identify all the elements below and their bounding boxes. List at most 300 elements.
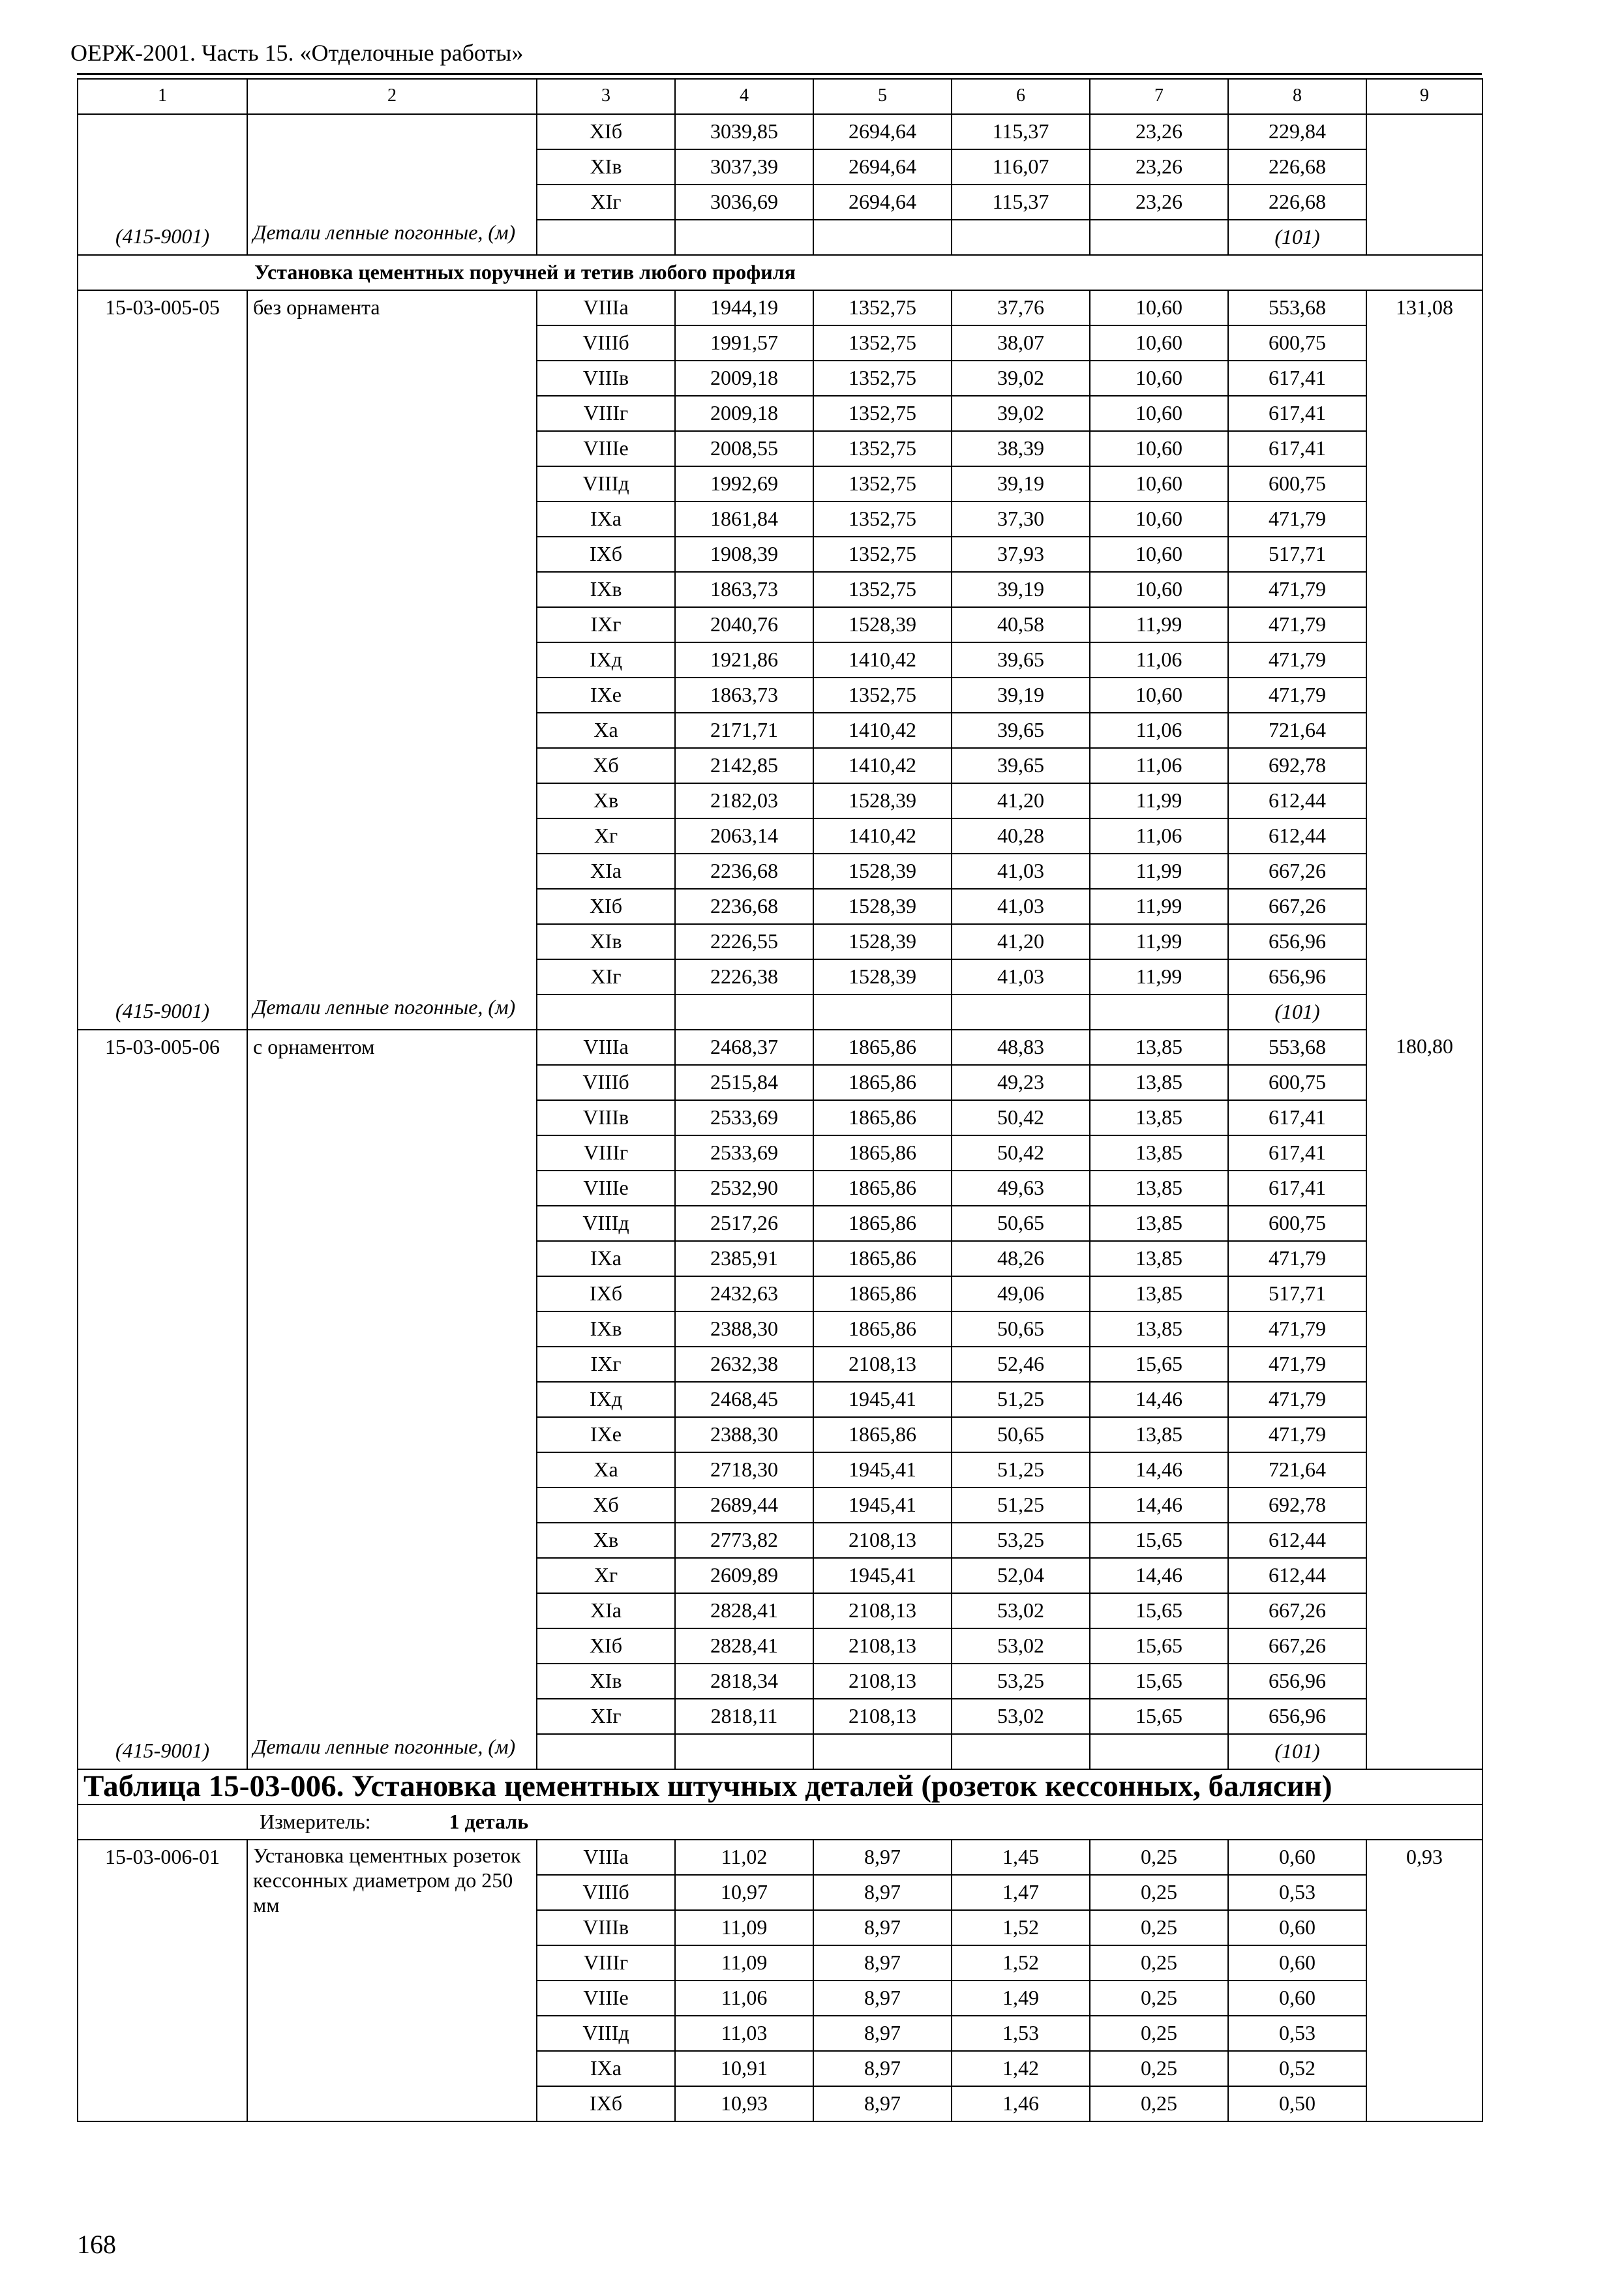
resource-qty: (101) <box>1228 995 1366 1030</box>
price-value: 0,60 <box>1228 1910 1366 1945</box>
price-value: 1865,86 <box>813 1241 952 1276</box>
price-value: 14,46 <box>1090 1382 1228 1417</box>
column-number: 6 <box>952 79 1090 114</box>
price-value: 40,28 <box>952 818 1090 854</box>
price-value: 1865,86 <box>813 1100 952 1135</box>
price-value: 11,99 <box>1090 959 1228 995</box>
price-value: 2388,30 <box>675 1417 813 1452</box>
price-value: 617,41 <box>1228 1171 1366 1206</box>
table-row <box>78 1840 1482 1875</box>
price-value: 1528,39 <box>813 959 952 995</box>
price-value: 1352,75 <box>813 537 952 572</box>
price-value: 1,42 <box>952 2051 1090 2086</box>
price-value: 39,02 <box>952 396 1090 431</box>
price-value: 50,42 <box>952 1100 1090 1135</box>
empty-cell <box>537 220 675 255</box>
price-value: 0,25 <box>1090 1910 1228 1945</box>
region-zone-code: Xг <box>537 818 675 854</box>
price-value: 1352,75 <box>813 361 952 396</box>
price-value: 1410,42 <box>813 748 952 783</box>
price-value: 721,64 <box>1228 713 1366 748</box>
price-value: 1352,75 <box>813 396 952 431</box>
price-value: 11,99 <box>1090 924 1228 959</box>
price-value: 2632,38 <box>675 1347 813 1382</box>
price-value: 11,99 <box>1090 854 1228 889</box>
meter-label: Измеритель: <box>260 1810 371 1833</box>
price-value: 115,37 <box>952 185 1090 220</box>
region-zone-code: Xа <box>537 1452 675 1488</box>
region-zone-code: XIг <box>537 185 675 220</box>
price-value: 2385,91 <box>675 1241 813 1276</box>
price-value: 10,97 <box>675 1875 813 1910</box>
price-value: 13,85 <box>1090 1135 1228 1171</box>
header-rule <box>77 73 1482 75</box>
price-value: 11,06 <box>1090 642 1228 678</box>
table-row <box>78 114 1482 149</box>
resource-name: Детали лепные погонные, (м) <box>247 220 537 255</box>
region-zone-code: IXв <box>537 572 675 607</box>
price-value: 8,97 <box>813 1910 952 1945</box>
column-9-value <box>1366 114 1482 255</box>
price-value: 23,26 <box>1090 185 1228 220</box>
price-value: 600,75 <box>1228 1065 1366 1100</box>
price-value: 1865,86 <box>813 1276 952 1311</box>
price-value: 2694,64 <box>813 114 952 149</box>
price-value: 617,41 <box>1228 396 1366 431</box>
price-value: 51,25 <box>952 1382 1090 1417</box>
price-value: 612,44 <box>1228 1558 1366 1593</box>
region-zone-code: IXд <box>537 1382 675 1417</box>
price-value: 49,06 <box>952 1276 1090 1311</box>
region-zone-code: VIIIб <box>537 1875 675 1910</box>
price-value: 49,23 <box>952 1065 1090 1100</box>
region-zone-code: VIIIд <box>537 466 675 501</box>
region-zone-code: IXв <box>537 1311 675 1347</box>
region-zone-code: IXб <box>537 1276 675 1311</box>
price-value: 1352,75 <box>813 501 952 537</box>
column-number-row <box>78 79 1482 114</box>
resource-qty: (101) <box>1228 220 1366 255</box>
price-value: 617,41 <box>1228 361 1366 396</box>
price-value: 2108,13 <box>813 1523 952 1558</box>
item-name: без орнамента <box>247 290 537 995</box>
price-value: 41,03 <box>952 889 1090 924</box>
price-value: 3036,69 <box>675 185 813 220</box>
region-zone-code: IXа <box>537 2051 675 2086</box>
price-value: 612,44 <box>1228 818 1366 854</box>
section-row <box>78 255 1482 290</box>
region-zone-code: VIIIд <box>537 2016 675 2051</box>
column-number: 2 <box>247 79 537 114</box>
price-value: 1865,86 <box>813 1030 952 1065</box>
price-value: 2515,84 <box>675 1065 813 1100</box>
price-value: 2142,85 <box>675 748 813 783</box>
price-value: 471,79 <box>1228 1347 1366 1382</box>
price-value: 1865,86 <box>813 1171 952 1206</box>
price-value: 471,79 <box>1228 1311 1366 1347</box>
price-value: 11,09 <box>675 1910 813 1945</box>
empty-cell <box>1090 995 1228 1030</box>
region-zone-code: IXе <box>537 678 675 713</box>
price-value: 49,63 <box>952 1171 1090 1206</box>
column-number: 3 <box>537 79 675 114</box>
region-zone-code: IXг <box>537 607 675 642</box>
price-value: 8,97 <box>813 2086 952 2121</box>
price-value: 2226,55 <box>675 924 813 959</box>
table-title: Таблица 15-03-006. Установка цементных штучных деталей (розеток кессонных, балясин) <box>78 1769 1482 1804</box>
price-value: 2108,13 <box>813 1628 952 1664</box>
price-value: 11,06 <box>1090 818 1228 854</box>
empty-cell <box>813 995 952 1030</box>
price-value: 2009,18 <box>675 361 813 396</box>
price-value: 600,75 <box>1228 466 1366 501</box>
region-zone-code: VIIIв <box>537 361 675 396</box>
price-value: 116,07 <box>952 149 1090 185</box>
region-zone-code: XIа <box>537 1593 675 1628</box>
price-value: 656,96 <box>1228 924 1366 959</box>
price-value: 10,93 <box>675 2086 813 2121</box>
price-value: 0,25 <box>1090 2086 1228 2121</box>
price-value: 667,26 <box>1228 889 1366 924</box>
price-value: 10,60 <box>1090 572 1228 607</box>
price-value: 15,65 <box>1090 1699 1228 1734</box>
price-value: 1945,41 <box>813 1558 952 1593</box>
price-value: 2818,11 <box>675 1699 813 1734</box>
empty-cell <box>675 220 813 255</box>
price-value: 2040,76 <box>675 607 813 642</box>
price-value: 0,52 <box>1228 2051 1366 2086</box>
empty-cell <box>952 1734 1090 1769</box>
price-value: 1,52 <box>952 1945 1090 1981</box>
price-value: 667,26 <box>1228 1593 1366 1628</box>
empty-cell <box>813 1734 952 1769</box>
price-value: 0,25 <box>1090 2051 1228 2086</box>
price-value: 471,79 <box>1228 1241 1366 1276</box>
price-value: 2517,26 <box>675 1206 813 1241</box>
region-zone-code: Xг <box>537 1558 675 1593</box>
price-value: 0,50 <box>1228 2086 1366 2121</box>
price-value: 2236,68 <box>675 854 813 889</box>
price-value: 2828,41 <box>675 1593 813 1628</box>
region-zone-code: VIIIг <box>537 1945 675 1981</box>
price-value: 8,97 <box>813 2016 952 2051</box>
price-value: 1865,86 <box>813 1206 952 1241</box>
column-number: 9 <box>1366 79 1482 114</box>
price-value: 51,25 <box>952 1452 1090 1488</box>
price-value: 1352,75 <box>813 290 952 325</box>
price-value: 15,65 <box>1090 1628 1228 1664</box>
empty-cell <box>537 1734 675 1769</box>
empty-cell <box>537 995 675 1030</box>
price-value: 471,79 <box>1228 501 1366 537</box>
price-value: 10,60 <box>1090 678 1228 713</box>
region-zone-code: VIIIа <box>537 1030 675 1065</box>
resource-code: (415-9001) <box>78 220 247 255</box>
region-zone-code: IXа <box>537 501 675 537</box>
price-value: 53,02 <box>952 1699 1090 1734</box>
price-value: 2063,14 <box>675 818 813 854</box>
price-value: 2773,82 <box>675 1523 813 1558</box>
price-value: 1,49 <box>952 1981 1090 2016</box>
price-value: 10,60 <box>1090 537 1228 572</box>
price-value: 11,06 <box>1090 713 1228 748</box>
table-title-row <box>78 1769 1482 1804</box>
empty-cell <box>1090 220 1228 255</box>
price-value: 13,85 <box>1090 1065 1228 1100</box>
price-value: 14,46 <box>1090 1558 1228 1593</box>
region-zone-code: XIв <box>537 1664 675 1699</box>
price-value: 2694,64 <box>813 185 952 220</box>
price-value: 1,47 <box>952 1875 1090 1910</box>
region-zone-code: VIIIе <box>537 1981 675 2016</box>
price-value: 1944,19 <box>675 290 813 325</box>
price-value: 50,65 <box>952 1206 1090 1241</box>
price-value: 10,60 <box>1090 396 1228 431</box>
price-value: 10,60 <box>1090 431 1228 466</box>
price-value: 15,65 <box>1090 1523 1228 1558</box>
price-value: 553,68 <box>1228 1030 1366 1065</box>
price-value: 656,96 <box>1228 1664 1366 1699</box>
running-title: ОЕРЖ-2001. Часть 15. «Отделочные работы» <box>70 40 524 66</box>
price-value: 11,03 <box>675 2016 813 2051</box>
price-value: 10,60 <box>1090 501 1228 537</box>
region-zone-code: VIIIб <box>537 325 675 361</box>
price-value: 1945,41 <box>813 1382 952 1417</box>
price-value: 1,45 <box>952 1840 1090 1875</box>
price-value: 1528,39 <box>813 889 952 924</box>
price-value: 656,96 <box>1228 1699 1366 1734</box>
region-zone-code: VIIIд <box>537 1206 675 1241</box>
column-number: 4 <box>675 79 813 114</box>
resource-code: (415-9001) <box>78 1734 247 1769</box>
region-zone-code: XIб <box>537 114 675 149</box>
price-value: 1410,42 <box>813 713 952 748</box>
price-value: 612,44 <box>1228 783 1366 818</box>
region-zone-code: XIб <box>537 889 675 924</box>
price-value: 1352,75 <box>813 572 952 607</box>
price-value: 13,85 <box>1090 1241 1228 1276</box>
price-value: 0,25 <box>1090 1945 1228 1981</box>
price-value: 50,65 <box>952 1417 1090 1452</box>
empty-cell <box>952 220 1090 255</box>
price-value: 11,09 <box>675 1945 813 1981</box>
resource-name: Детали лепные погонные, (м) <box>247 1734 537 1769</box>
column-number: 1 <box>78 79 247 114</box>
price-value: 50,42 <box>952 1135 1090 1171</box>
price-value: 53,02 <box>952 1593 1090 1628</box>
price-value: 617,41 <box>1228 431 1366 466</box>
price-value: 1863,73 <box>675 572 813 607</box>
price-value: 39,02 <box>952 361 1090 396</box>
column-number: 7 <box>1090 79 1228 114</box>
region-zone-code: Xб <box>537 1488 675 1523</box>
column-9-value: 180,80 <box>1366 1030 1482 1769</box>
price-value: 2226,38 <box>675 959 813 995</box>
price-value: 692,78 <box>1228 748 1366 783</box>
price-value: 41,20 <box>952 783 1090 818</box>
region-zone-code: VIIIг <box>537 396 675 431</box>
price-value: 1528,39 <box>813 607 952 642</box>
price-value: 1921,86 <box>675 642 813 678</box>
price-value: 1865,86 <box>813 1065 952 1100</box>
price-value: 692,78 <box>1228 1488 1366 1523</box>
price-value: 15,65 <box>1090 1347 1228 1382</box>
price-value: 656,96 <box>1228 959 1366 995</box>
price-value: 10,60 <box>1090 290 1228 325</box>
price-value: 471,79 <box>1228 572 1366 607</box>
price-value: 2532,90 <box>675 1171 813 1206</box>
region-zone-code: VIIIб <box>537 1065 675 1100</box>
price-value: 2108,13 <box>813 1699 952 1734</box>
price-value: 14,46 <box>1090 1452 1228 1488</box>
price-value: 52,04 <box>952 1558 1090 1593</box>
price-value: 1528,39 <box>813 783 952 818</box>
price-value: 1352,75 <box>813 431 952 466</box>
price-value: 39,65 <box>952 642 1090 678</box>
price-value: 13,85 <box>1090 1100 1228 1135</box>
empty-cell <box>813 220 952 255</box>
price-value: 11,99 <box>1090 889 1228 924</box>
column-9-value: 131,08 <box>1366 290 1482 1030</box>
price-value: 612,44 <box>1228 1523 1366 1558</box>
price-value: 0,60 <box>1228 1981 1366 2016</box>
price-value: 229,84 <box>1228 114 1366 149</box>
price-value: 2609,89 <box>675 1558 813 1593</box>
price-value: 1528,39 <box>813 924 952 959</box>
resource-name: Детали лепные погонные, (м) <box>247 995 537 1030</box>
price-value: 53,25 <box>952 1664 1090 1699</box>
price-value: 48,83 <box>952 1030 1090 1065</box>
price-value: 1352,75 <box>813 466 952 501</box>
price-value: 41,03 <box>952 959 1090 995</box>
price-value: 38,07 <box>952 325 1090 361</box>
price-value: 2468,37 <box>675 1030 813 1065</box>
price-value: 471,79 <box>1228 1417 1366 1452</box>
region-zone-code: XIб <box>537 1628 675 1664</box>
region-zone-code: XIг <box>537 1699 675 1734</box>
price-value: 1352,75 <box>813 325 952 361</box>
rates-table <box>77 78 1483 2122</box>
price-value: 471,79 <box>1228 642 1366 678</box>
region-zone-code: VIIIа <box>537 290 675 325</box>
price-value: 2818,34 <box>675 1664 813 1699</box>
price-value: 2694,64 <box>813 149 952 185</box>
price-value: 10,60 <box>1090 361 1228 396</box>
price-value: 13,85 <box>1090 1276 1228 1311</box>
price-value: 2468,45 <box>675 1382 813 1417</box>
price-value: 1908,39 <box>675 537 813 572</box>
price-value: 37,76 <box>952 290 1090 325</box>
region-zone-code: Xа <box>537 713 675 748</box>
price-value: 11,99 <box>1090 607 1228 642</box>
table-row <box>78 290 1482 325</box>
price-value: 8,97 <box>813 1945 952 1981</box>
price-value: 600,75 <box>1228 1206 1366 1241</box>
price-value: 11,02 <box>675 1840 813 1875</box>
price-value: 10,91 <box>675 2051 813 2086</box>
section-title: Установка цементных поручней и тетив любого профиля <box>78 255 1482 290</box>
price-value: 0,25 <box>1090 1875 1228 1910</box>
region-zone-code: VIIIе <box>537 431 675 466</box>
meter-row <box>78 1804 1482 1840</box>
item-code: 15-03-005-06 <box>78 1030 247 1734</box>
region-zone-code: XIв <box>537 924 675 959</box>
region-zone-code: IXд <box>537 642 675 678</box>
price-value: 1945,41 <box>813 1452 952 1488</box>
price-value: 13,85 <box>1090 1311 1228 1347</box>
price-value: 471,79 <box>1228 678 1366 713</box>
price-value: 38,39 <box>952 431 1090 466</box>
region-zone-code: XIв <box>537 149 675 185</box>
item-name: с орнаментом <box>247 1030 537 1734</box>
item-code <box>78 114 247 220</box>
price-value: 39,19 <box>952 466 1090 501</box>
price-value: 553,68 <box>1228 290 1366 325</box>
price-value: 2008,55 <box>675 431 813 466</box>
price-value: 37,93 <box>952 537 1090 572</box>
price-value: 2108,13 <box>813 1347 952 1382</box>
price-value: 23,26 <box>1090 149 1228 185</box>
price-value: 471,79 <box>1228 607 1366 642</box>
price-value: 15,65 <box>1090 1593 1228 1628</box>
price-value: 13,85 <box>1090 1171 1228 1206</box>
price-value: 23,26 <box>1090 114 1228 149</box>
price-value: 50,65 <box>952 1311 1090 1347</box>
price-value: 13,85 <box>1090 1417 1228 1452</box>
price-value: 667,26 <box>1228 854 1366 889</box>
region-zone-code: IXг <box>537 1347 675 1382</box>
price-value: 2108,13 <box>813 1593 952 1628</box>
price-value: 41,03 <box>952 854 1090 889</box>
region-zone-code: VIIIг <box>537 1135 675 1171</box>
table-row <box>78 1030 1482 1065</box>
price-value: 2182,03 <box>675 783 813 818</box>
price-value: 600,75 <box>1228 325 1366 361</box>
price-value: 1,53 <box>952 2016 1090 2051</box>
price-value: 15,65 <box>1090 1664 1228 1699</box>
region-zone-code: XIг <box>537 959 675 995</box>
price-value: 51,25 <box>952 1488 1090 1523</box>
region-zone-code: VIIIв <box>537 1100 675 1135</box>
price-value: 53,02 <box>952 1628 1090 1664</box>
price-value: 41,20 <box>952 924 1090 959</box>
price-value: 14,46 <box>1090 1488 1228 1523</box>
column-number: 8 <box>1228 79 1366 114</box>
price-value: 1528,39 <box>813 854 952 889</box>
resource-row <box>78 1734 1482 1769</box>
price-value: 8,97 <box>813 2051 952 2086</box>
price-value: 0,25 <box>1090 1840 1228 1875</box>
region-zone-code: IXа <box>537 1241 675 1276</box>
item-name: Установка цементных розеток кессонных диаметром до 250 мм <box>247 1840 537 2121</box>
price-value: 226,68 <box>1228 185 1366 220</box>
price-value: 0,60 <box>1228 1840 1366 1875</box>
price-value: 1865,86 <box>813 1311 952 1347</box>
region-zone-code: Xв <box>537 783 675 818</box>
price-value: 48,26 <box>952 1241 1090 1276</box>
price-value: 39,65 <box>952 748 1090 783</box>
price-value: 39,65 <box>952 713 1090 748</box>
price-value: 2108,13 <box>813 1664 952 1699</box>
price-value: 2689,44 <box>675 1488 813 1523</box>
price-value: 1865,86 <box>813 1417 952 1452</box>
price-value: 721,64 <box>1228 1452 1366 1488</box>
price-value: 1,46 <box>952 2086 1090 2121</box>
price-value: 8,97 <box>813 1981 952 2016</box>
price-value: 13,85 <box>1090 1030 1228 1065</box>
empty-cell <box>675 995 813 1030</box>
price-value: 53,25 <box>952 1523 1090 1558</box>
